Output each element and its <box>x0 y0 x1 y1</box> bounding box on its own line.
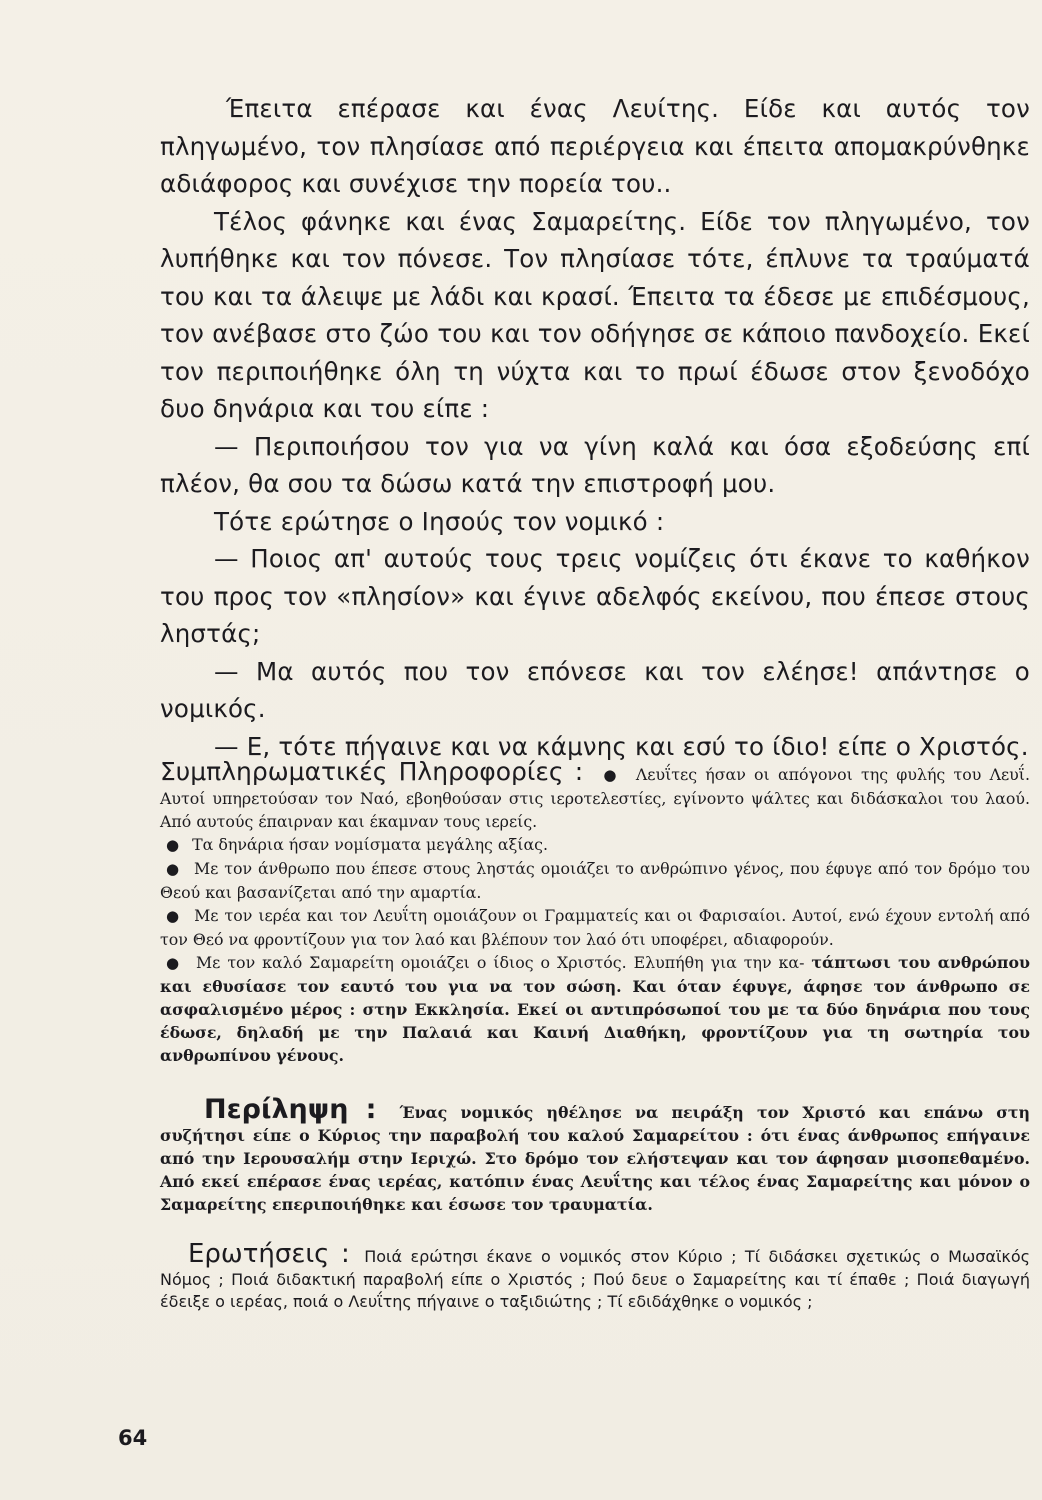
bullet-icon: ● <box>166 907 181 925</box>
note-denarii: Τα δηνάρια ήσαν νομίσματα μεγάλης αξίας. <box>192 835 549 854</box>
notes-heading: Συμπληρωματικές Πληροφορίες : <box>160 757 584 786</box>
summary-heading: Περίληψη : <box>204 1094 377 1125</box>
paragraph-lawyer-answer: — Μα αυτός που τον επόνεσε και τον ελέησε! απάντησε ο νομικός. <box>160 656 1030 723</box>
supplementary-info <box>160 757 1030 1067</box>
note-fallen-man: Με τον άνθρωπο που έπεσε στους ληστάς ομοιάζει το ανθρώπινο γένος, που έφυγε από τον δρόμο του Θεού και βασανίζεται από την αμαρτία. <box>160 859 1030 902</box>
summary-text: Ένας νομικός ηθέλησε να πειράξη τον Χριστό και επάνω στη συζήτησι είπε ο Κύριος την παραβολή του καλού Σαμαρείτου : ότι ένας άνθρωπος επήγαινε από την Ιερουσαλήμ στην Ιεριχώ. Στο δρόμο τον ελήστεψαν και τον άφησαν μισοπεθαμένο. Από εκεί επέρασε ένας ιερέας, κατόπιν ένας Λευΐτης και τέλος ένας Σαμαρείτης και μόνον ο Σαμαρείτης επεριποιήθηκε και έσωσε τον τραυματία. <box>160 1103 1031 1214</box>
note-good-samaritan: Με τον καλό Σαμαρείτη ομοιάζει ο ίδιος ο Χριστός. Ελυπήθη για την κα- <box>196 953 805 972</box>
note-good-samaritan-cont: τάπτωσι του ανθρώπου και εθυσίασε τον εαυτό του για να τον σώση. Και όταν έφυγε, άφησε τον άνθρωπο σε ασφαλισμένο μέρος : στην Εκκλησία. Εκεί οι αντιπρόσωποί του με τα δύο δηνάρια που τους έδωσε, δηλαδή με την Παλαιά και Καινή Διαθήκη, φροντίζουν για τη σωτηρία του ανθρωπίνου γένους. <box>160 953 1030 1065</box>
bullet-icon: ● <box>166 954 182 972</box>
summary-section <box>160 1094 1031 1216</box>
note-priest-levite: Με τον ιερέα και τον Λευΐτη ομοιάζουν οι Γραμματείς και οι Φαρισαίοι. Αυτοί, ενώ έχουν εντολή από τον Θεό να φροντίζουν για τον λαό και βλέπουν τον λαό ότι υποφέρει, αδιαφορούν. <box>160 906 1030 949</box>
questions-section <box>160 1239 1030 1314</box>
bullet-icon: ● <box>166 860 180 878</box>
paragraph-levite: Έπειτα επέρασε και ένας Λευίτης. Είδε και αυτός τον πληγωμένο, τον πλησίασε από περιέργεια και έπειτα απομακρύνθηκε αδιάφορος και συνέχισε την πορεία του.. <box>160 94 1030 198</box>
paragraph-samaritan: Τέλος φάνηκε και ένας Σαμαρείτης. Είδε τον πληγωμένο, τον λυπήθηκε και τον πόνεσε. Τον πλησίασε τότε, έπλυνε τα τραύματά του και τα άλειψε με λάδι και κρασί. Έπειτα τα έδεσε με επιδέσμους, τον ανέβασε στο ζώο του και τον οδήγησε σε κάποιο πανδοχείο. Εκεί τον περιποιήθηκε όλη τη νύχτα και το πρωί έδωσε στον ξενοδόχο δυο δηνάρια και του είπε : <box>160 206 1030 423</box>
paragraph-innkeeper-speech: — Περιποιήσου τον για να γίνη καλά και όσα εξοδεύσης επί πλέον, θα σου τα δώσω κατά την επιστροφή μου. <box>160 431 1030 498</box>
questions-text: Ποιά ερώτησι έκανε ο νομικός στον Κύριο ; Τί διδάσκει σχετικώς ο Μωσαϊκός Νόμος ; Ποιά διδακτική παραβολή είπε ο Χριστός ; Πού δευε ο Σαμαρείτης και τί έπαθε ; Ποιά διαγωγή έδειξε ο ιερέας, ποιά ο Λευΐτης πήγαινε ο ταξιδιώτης ; Τί εδιδάχθηκε ο νομικός ; <box>160 1247 1030 1311</box>
paragraph-christ-conclusion: — Ε, τότε πήγαινε και να κάμνης και εσύ το ίδιο! είπε ο Χριστός. <box>214 731 1029 761</box>
main-narrative <box>160 90 1030 765</box>
bullet-icon: ● <box>603 766 620 784</box>
paragraph-jesus-question: — Ποιος απ' αυτούς τους τρεις νομίζεις ότι έκανε το καθήκον του προς τον «πλησίον» και έγινε αδελφός εκείνου, που έπεσε στους ληστάς; <box>160 544 1030 648</box>
questions-heading: Ερωτήσεις : <box>188 1239 350 1269</box>
bullet-icon: ● <box>166 836 180 854</box>
note-levites: Λευΐτες ήσαν οι απόγονοι της φυλής του Λευΐ. Αυτοί υπηρετούσαν τον Ναό, εβοηθούσαν στις ιεροτελεστίες, εγίνοντο ψάλτες και διδάσκαλοι του λαού. Από αυτούς έπαιρναν και έκαμναν τους ιερείς. <box>160 765 1030 831</box>
page-number: 64 <box>118 1426 148 1450</box>
paragraph-jesus-question-intro: Τότε ερώτησε ο Ιησούς τον νομικό : <box>214 506 665 536</box>
